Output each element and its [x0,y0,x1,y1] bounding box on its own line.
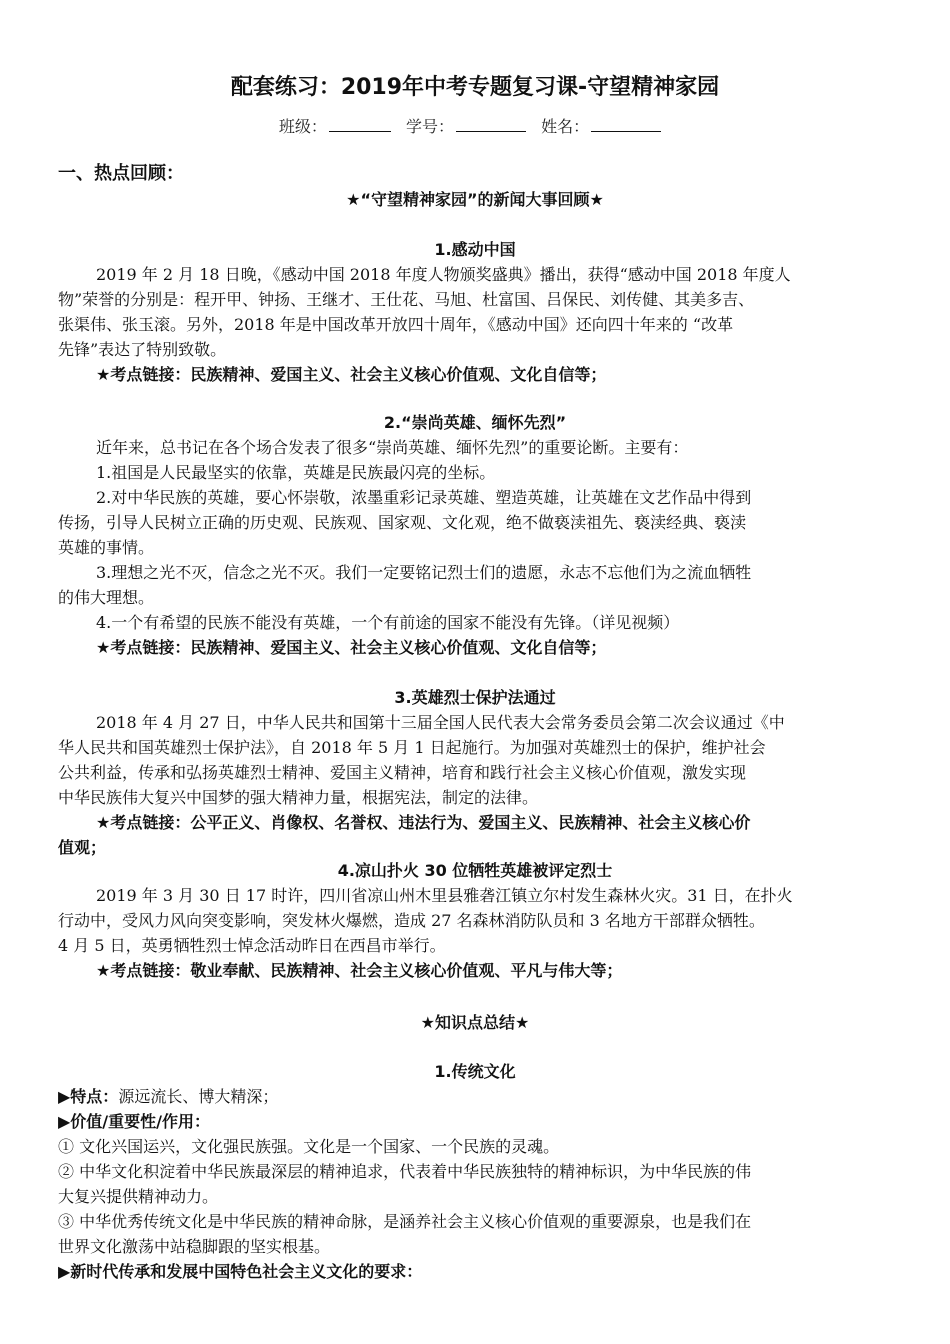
name-label: 姓名： [541,117,590,136]
number-blank[interactable] [456,117,526,132]
class-blank[interactable] [329,117,391,132]
list-item: 世界文化激荡中站稳脚跟的坚实根基。 [58,1237,331,1256]
feature-label: ▶特点： [58,1087,119,1106]
topic-heading: 2.“崇尚英雄、缅怀先烈” [383,413,567,432]
paragraph-line: 行动中，受风力风向突变影响，突发林火爆燃，造成 27 名森林消防队员和 3 名地方干部群众牺牲。 [58,911,765,930]
knowledge-summary-heading: ★知识点总结★ [420,1013,530,1032]
exam-link: ★考点链接：民族精神、爱国主义、社会主义核心价值观、文化自信等； [96,365,607,384]
exam-link: ★考点链接：敬业奉献、民族精神、社会主义核心价值观、平凡与伟大等； [96,961,623,980]
paragraph-line: 传扬，引导人民树立正确的历史观、民族观、国家观、文化观，绝不做亵渎祖先、亵渎经典、亵渎 [58,513,747,532]
feature-text: 源远流长、博大精深； [118,1087,279,1106]
topic-heading: 3.英雄烈士保护法通过 [394,688,556,707]
paragraph-line: 1.祖国是人民最坚实的依靠，英雄是民族最闪亮的坐标。 [96,463,496,482]
paragraph-line: 先锋”表达了特别致敬。 [58,340,227,359]
topic-heading: 1.传统文化 [434,1062,516,1081]
number-label: 学号： [405,117,454,136]
paragraph-line: 2019 年 2 月 18 日晚，《感动中国 2018 年度人物颁奖盛典》播出，获得“感动中国 2018 年度人 [96,265,791,284]
paragraph-line: 华人民共和国英雄烈士保护法》，自 2018 年 5 月 1 日起施行。为加强对英雄烈士的保护，维护社会 [58,738,766,757]
exam-link: ★考点链接：公平正义、肖像权、名誉权、违法行为、爱国主义、民族精神、社会主义核心价 [96,813,751,832]
class-label: 班级： [278,117,327,136]
paragraph-line: 4 月 5 日，英勇牺牲烈士悼念活动昨日在西昌市举行。 [58,936,446,955]
paragraph-line: 2.对中华民族的英雄，要心怀崇敬，浓墨重彩记录英雄、塑造英雄，让英雄在文艺作品中得到 [96,488,752,507]
section-heading-hotspots: 一、热点回顾： [58,163,184,184]
exam-link-continued: 值观； [58,838,107,857]
list-item: ① 文化兴国运兴，文化强民族强。文化是一个国家、一个民族的灵魂。 [58,1137,560,1156]
list-item: ② 中华文化积淀着中华民族最深层的精神追求，代表着中华民族独特的精神标识，为中华民族的伟 [58,1162,752,1181]
paragraph-line: 公共利益，传承和弘扬英雄烈士精神、爱国主义精神，培育和践行社会主义核心价值观，激发实现 [58,763,747,782]
list-item: 大复兴提供精神动力。 [58,1187,219,1206]
paragraph-line: 张渠伟、张玉滚。另外，2018 年是中国改革开放四十周年，《感动中国》还向四十年来的 “改革 [58,315,734,334]
topic-heading: 1.感动中国 [434,240,516,259]
name-blank[interactable] [591,117,661,132]
paragraph-line: 2019 年 3 月 30 日 17 时许，四川省凉山州木里县雅砻江镇立尔村发生森林火灾。31 日，在扑火 [96,886,793,905]
paragraph-line: 2018 年 4 月 27 日，中华人民共和国第十三届全国人民代表大会常务委员会第二次会议通过《中 [96,713,785,732]
paragraph-line: 英雄的事情。 [58,538,155,557]
list-item: ③ 中华优秀传统文化是中华民族的精神命脉，是涵养社会主义核心价值观的重要源泉，也是我们在 [58,1212,752,1231]
value-label: ▶价值/重要性/作用： [58,1112,210,1131]
paragraph-line: 物”荣誉的分别是：程开甲、钟扬、王继才、王仕花、马旭、杜富国、吕保民、刘传健、其美多吉、 [58,290,755,309]
news-review-heading: ★“守望精神家园”的新闻大事回顾★ [346,190,604,209]
paragraph-line: 的伟大理想。 [58,588,155,607]
paragraph-line: 中华民族伟大复兴中国梦的强大精神力量，根据宪法，制定的法律。 [58,788,539,807]
student-info-row [0,117,950,137]
requirement-label: ▶新时代传承和发展中国特色社会主义文化的要求： [58,1262,423,1281]
page-title: 配套练习：2019年中考专题复习课-守望精神家园 [230,75,720,100]
feature-line [58,1087,898,1107]
paragraph-line: 近年来，总书记在各个场合发表了很多“崇尚英雄、缅怀先烈”的重要论断。主要有： [96,438,689,457]
paragraph-line: 4.一个有希望的民族不能没有英雄，一个有前途的国家不能没有先锋。（详见视频） [96,613,680,632]
exam-link: ★考点链接：民族精神、爱国主义、社会主义核心价值观、文化自信等； [96,638,607,657]
topic-heading: 4.凉山扑火 30 位牺牲英雄被评定烈士 [337,861,613,880]
paragraph-line: 3.理想之光不灭，信念之光不灭。我们一定要铭记烈士们的遗愿，永志不忘他们为之流血牺牲 [96,563,752,582]
